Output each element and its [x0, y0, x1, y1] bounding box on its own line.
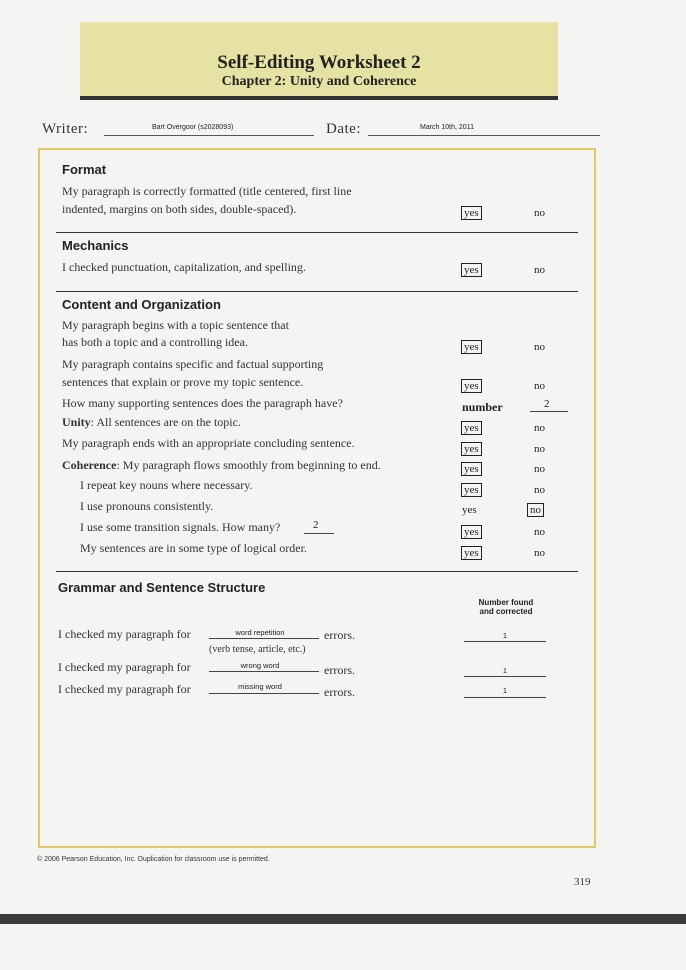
content-q5: My paragraph ends with an appropriate concluding sentence. — [62, 436, 355, 450]
q5-yes-circled[interactable]: yes — [461, 442, 482, 456]
q10-no[interactable]: no — [534, 547, 545, 559]
q8-yes[interactable]: yes — [462, 504, 477, 516]
content-q6 — [62, 458, 381, 473]
mechanics-yes-circled[interactable]: yes — [461, 263, 482, 277]
number-found-header — [464, 598, 548, 616]
page-number: 319 — [574, 876, 591, 888]
q6-no[interactable]: no — [534, 463, 545, 475]
content-section-title: Content and Organization — [62, 297, 221, 312]
number-found-line-2: and corrected — [479, 607, 533, 616]
writer-label-wrap — [42, 121, 88, 138]
q4-yes-circled[interactable]: yes — [461, 421, 482, 435]
date-label-wrap — [326, 121, 361, 138]
content-q3: How many supporting sentences does the paragraph have? — [62, 396, 343, 410]
q7-yes-circled[interactable]: yes — [461, 483, 482, 497]
grammar-row-1-error: word repetition — [235, 628, 285, 637]
grammar-row-1-line[interactable] — [209, 638, 319, 639]
mechanics-no[interactable]: no — [534, 264, 545, 276]
date-field-line[interactable] — [368, 135, 600, 136]
worksheet-subtitle: Chapter 2: Unity and Coherence — [221, 74, 417, 89]
title-banner — [80, 22, 558, 100]
copyright-footer: © 2006 Pearson Education, Inc. Duplication for classroom use is permitted. — [37, 856, 270, 863]
mechanics-section-title: Mechanics — [62, 238, 129, 253]
q5-no[interactable]: no — [534, 443, 545, 455]
section-divider — [56, 571, 578, 572]
q7-no[interactable]: no — [534, 484, 545, 496]
section-divider — [56, 291, 578, 292]
writer-value: Bart Overgoor (s2028093) — [152, 124, 234, 131]
q4-no[interactable]: no — [534, 422, 545, 434]
content-q9: I use some transition signals. How many? — [80, 520, 281, 534]
q9-count-line[interactable] — [304, 533, 334, 534]
section-divider — [56, 232, 578, 233]
grammar-row-1-suffix: errors. — [324, 628, 355, 642]
content-q10: My sentences are in some type of logical order. — [80, 541, 307, 555]
format-yes-circled[interactable]: yes — [461, 206, 482, 220]
q8-no-circled[interactable]: no — [527, 503, 544, 517]
format-no[interactable]: no — [534, 207, 545, 219]
grammar-row-1-count: 1 — [502, 631, 508, 640]
grammar-row-2-suffix: errors. — [324, 663, 355, 677]
coherence-text: : My paragraph flows smoothly from beginning to end. — [116, 458, 381, 472]
grammar-row-1-count-line[interactable] — [464, 641, 546, 642]
grammar-row-2-count-line[interactable] — [464, 676, 546, 677]
q9-count-value: 2 — [313, 519, 319, 531]
q10-yes-circled[interactable]: yes — [461, 546, 482, 560]
grammar-section-title: Grammar and Sentence Structure — [58, 580, 266, 595]
q2-no[interactable]: no — [534, 380, 545, 392]
grammar-row-2-prefix: I checked my paragraph for — [58, 660, 191, 674]
content-q1-line-1: My paragraph begins with a topic sentence that — [62, 318, 289, 332]
scan-edge — [0, 914, 686, 924]
grammar-row-3-suffix: errors. — [324, 685, 355, 699]
q6-yes-circled[interactable]: yes — [461, 462, 482, 476]
writer-field-line[interactable] — [104, 135, 314, 136]
grammar-row-3-count: 1 — [502, 686, 508, 695]
content-q1-line-2: has both a topic and a controlling idea. — [62, 335, 248, 349]
grammar-row-3-prefix: I checked my paragraph for — [58, 682, 191, 696]
worksheet-title: Self-Editing Worksheet 2 — [217, 52, 421, 73]
grammar-row-2-line[interactable] — [209, 671, 319, 672]
unity-text: : All sentences are on the topic. — [90, 415, 241, 429]
number-found-line-1: Number found — [478, 598, 534, 607]
grammar-row-2-count: 1 — [502, 666, 508, 675]
date-label: Date: — [326, 121, 361, 137]
mechanics-line-1: I checked punctuation, capitalization, and spelling. — [62, 260, 306, 274]
q1-yes-circled[interactable]: yes — [461, 340, 482, 354]
worksheet-frame — [38, 148, 596, 848]
grammar-row-3-line[interactable] — [209, 693, 319, 694]
q1-no[interactable]: no — [534, 341, 545, 353]
content-q8: I use pronouns consistently. — [80, 499, 214, 513]
format-section-title: Format — [62, 162, 107, 177]
content-q2-line-2: sentences that explain or prove my topic sentence. — [62, 375, 304, 389]
date-value: March 10th, 2011 — [420, 124, 474, 131]
grammar-row-3-error: missing word — [238, 682, 282, 691]
q3-number-value: 2 — [544, 398, 550, 410]
unity-label: Unity — [62, 415, 91, 429]
grammar-row-3-count-line[interactable] — [464, 697, 546, 698]
grammar-row-1-prefix: I checked my paragraph for — [58, 627, 191, 641]
coherence-label: Coherence — [62, 458, 117, 472]
content-q2-line-1: My paragraph contains specific and factual supporting — [62, 357, 324, 371]
writer-label: Writer: — [42, 121, 89, 137]
format-line-2: indented, margins on both sides, double-spaced). — [62, 202, 297, 216]
format-line-1: My paragraph is correctly formatted (title centered, first line — [62, 184, 352, 198]
q9-yes-circled[interactable]: yes — [461, 525, 482, 539]
q2-yes-circled[interactable]: yes — [461, 379, 482, 393]
q3-number-label: number — [462, 400, 503, 414]
content-q7: I repeat key nouns where necessary. — [80, 478, 253, 492]
q9-no[interactable]: no — [534, 526, 545, 538]
grammar-note: (verb tense, article, etc.) — [209, 644, 306, 655]
content-q4 — [62, 415, 241, 430]
q3-number-line[interactable] — [530, 411, 568, 412]
grammar-row-2-error: wrong word — [240, 661, 280, 670]
